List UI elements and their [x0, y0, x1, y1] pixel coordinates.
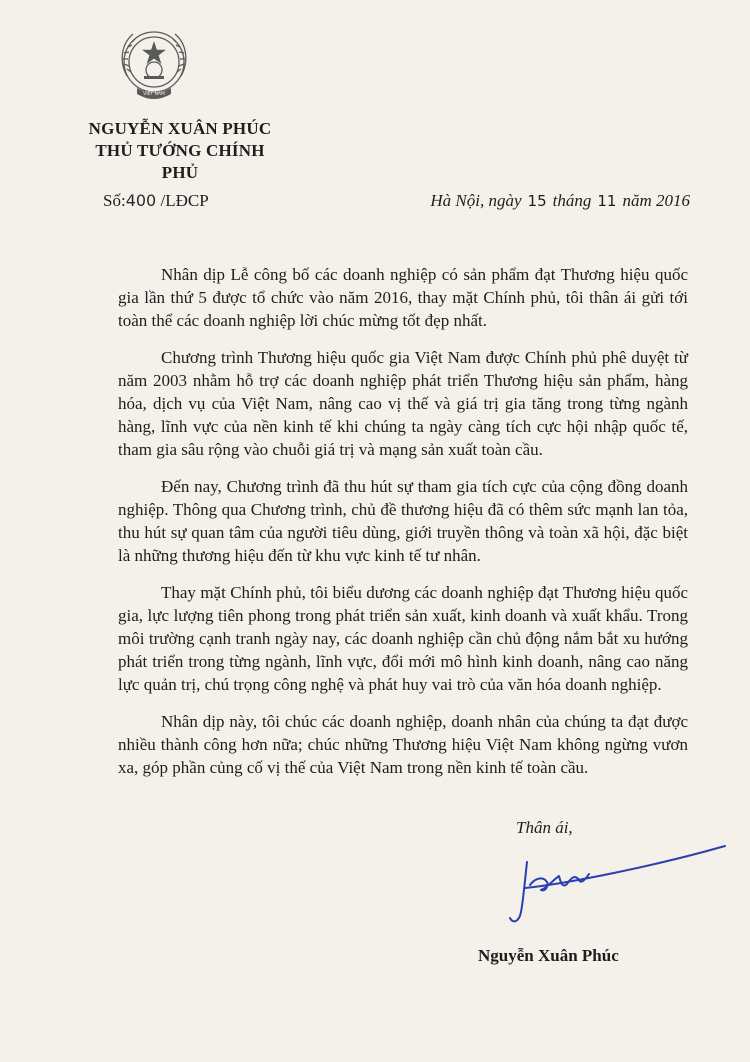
doc-number-prefix: Số: [103, 191, 126, 210]
emblem-ribbon-text: VIỆT NAM [143, 92, 165, 97]
doc-number-suffix: /LĐCP [156, 191, 209, 210]
sender-name: NGUYỄN XUÂN PHÚC [88, 119, 272, 138]
date-line [430, 191, 690, 211]
document-number [103, 191, 209, 211]
doc-number-value: 400 [125, 191, 157, 210]
paragraph-2: Chương trình Thương hiệu quốc gia Việt Nam được Chính phủ phê duyệt từ năm 2003 nhằm hỗ trợ các doanh nghiệp phát triển Thương hiệu sản phẩm, hàng hóa, dịch vụ của Việt Nam, nâng cao vị thế và giá trị gia tăng trong từng ngành hàng, lĩnh vực của nền kinh tế khi chúng ta ngày càng tích cực hội nhập quốc tế, tham gia sâu rộng vào chuỗi giá trị và mạng sản xuất toàn cầu. [118, 348, 688, 459]
letter-body [118, 263, 688, 793]
national-emblem-icon [113, 22, 195, 104]
date-month-label: tháng [552, 191, 592, 210]
sender-block [80, 118, 280, 184]
date-year: năm 2016 [622, 191, 690, 210]
date-place: Hà Nội, ngày [430, 191, 522, 210]
paragraph-1: Nhân dịp Lễ công bố các doanh nghiệp có sản phẩm đạt Thương hiệu quốc gia lần thứ 5 được tổ chức vào năm 2016, thay mặt Chính phủ, tôi thân ái gửi tới toàn thể các doanh nghiệp lời chúc mừng tốt đẹp nhất. [118, 265, 688, 330]
paragraph-3: Đến nay, Chương trình đã thu hút sự tham gia tích cực của cộng đồng doanh nghiệp. Thông qua Chương trình, chủ đề thương hiệu đã có thêm sức mạnh lan tỏa, thu hút sự quan tâm của người tiêu dùng, giới truyền thông và toàn xã hội, đặc biệt là những thương hiệu đến từ khu vực kinh tế tư nhân. [118, 477, 688, 565]
date-day: 15 [527, 192, 547, 210]
closing-salutation: Thân ái, [516, 818, 573, 837]
handwritten-signature [505, 840, 730, 950]
signer-name: Nguyễn Xuân Phúc [478, 946, 619, 965]
paragraph-4: Thay mặt Chính phủ, tôi biểu dương các doanh nghiệp đạt Thương hiệu quốc gia, lực lượng tiên phong trong phát triển sản xuất, kinh doanh và xuất khẩu. Trong môi trường cạnh tranh ngày nay, các doanh nghiệp cần chủ động nắm bắt xu hướng phát triển trong từng ngành, lĩnh vực, đổi mới mô hình kinh doanh, nâng cao năng lực quản trị, chú trọng công nghệ và phát huy vai trò của văn hóa doanh nghiệp. [118, 583, 688, 694]
sender-title: THỦ TƯỚNG CHÍNH PHỦ [95, 141, 265, 182]
paragraph-5: Nhân dịp này, tôi chúc các doanh nghiệp, doanh nhân của chúng ta đạt được nhiều thành công hơn nữa; chúc những Thương hiệu Việt Nam không ngừng vươn xa, góp phần củng cố vị thế của Việt Nam trong nền kinh tế toàn cầu. [118, 712, 688, 777]
date-month: 11 [597, 192, 617, 210]
